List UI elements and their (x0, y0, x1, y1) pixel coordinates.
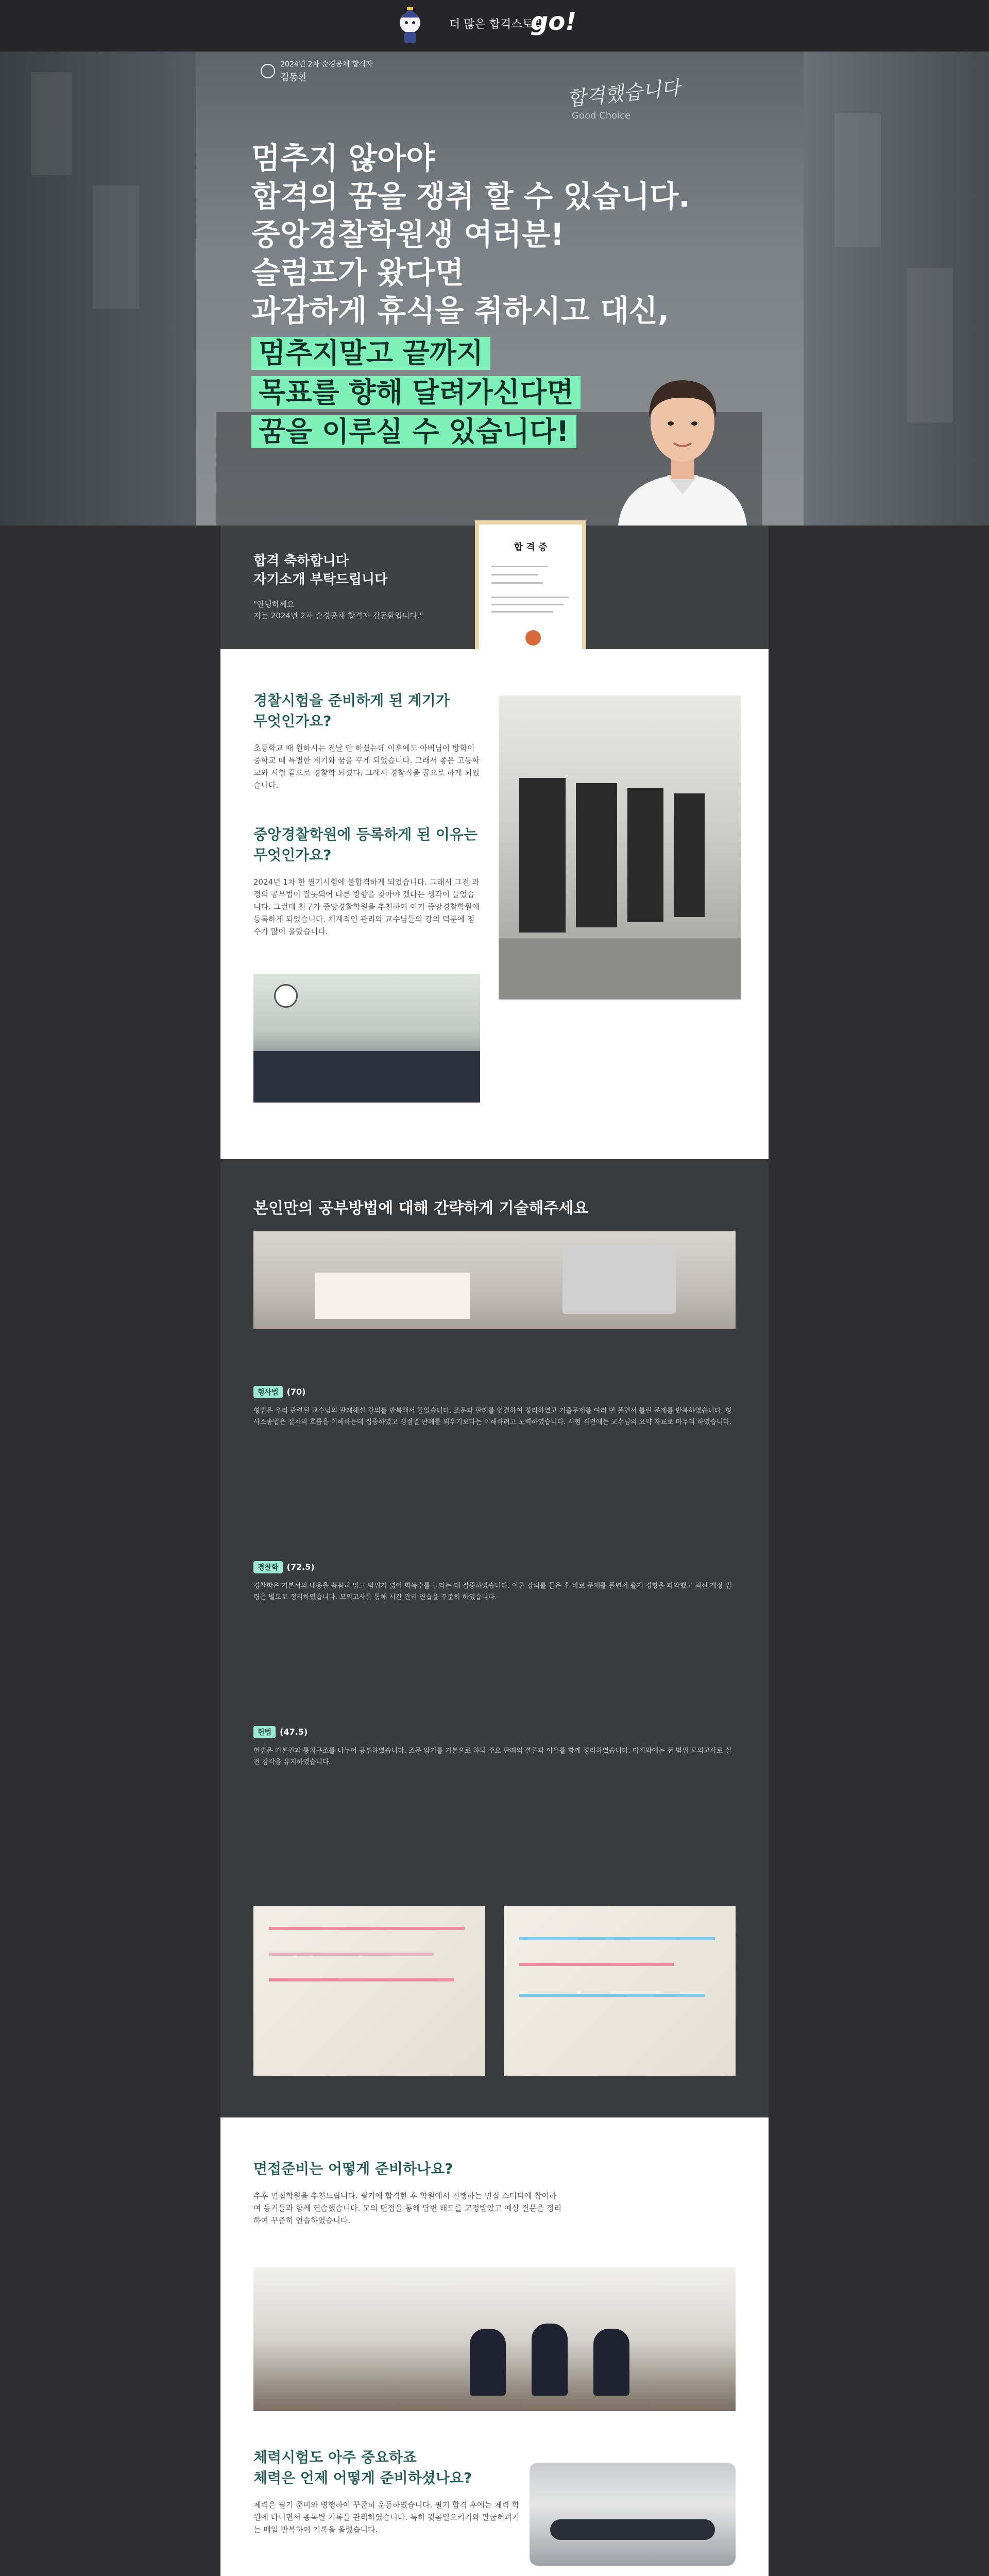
hero-window (93, 185, 139, 309)
answer-text: 2024년 1차 한 필기시험에 불합격하게 되었습니다. 그래서 그전 과정의 공부법이 잘못되어 다른 방향을 찾아야 겠다는 생각이 들었습니다. 그런데 친구가 중앙경찰학원을 추천하여 여기 중앙경찰학원에 등록하게 되었습니다. 체계적인 관리와 교수님들의 강의 덕분에 점수가 많이 올랐습니다. (253, 877, 480, 936)
intro-section (220, 526, 769, 649)
hero-window (834, 113, 881, 247)
subject-block (253, 1386, 736, 1428)
answer-text: 추후 면접학원을 추천드립니다. 필기에 합격한 후 학원에서 진행하는 면접 스터디에 참여하여 동기들과 함께 연습했습니다. 모의 면접을 통해 답변 태도를 교정받았고 예상 질문을 정리하여 꾸준히 연습하였습니다. (253, 2191, 562, 2225)
subject-badge: 형사법 (253, 1386, 283, 1398)
seal-icon (525, 630, 541, 646)
hero-line: 합격의 꿈을 쟁취 할 수 있습니다. (251, 179, 690, 214)
graduate-portrait (613, 361, 752, 526)
study-method-section (220, 1159, 769, 2117)
answer-text: 초등학교 때 원하시는 전날 안 하셨는데 이후에도 아버님이 방학이 중학교 때 특별한 계기와 꿈을 꾸게 되었습니다. 그래서 좋은 고등학교와 시험 끝으로 경찰학 되셨다. 그래서 경찰직을 꿈으로 하게 되었습니다. (253, 743, 480, 790)
intro-subtitle: 자기소개 부탁드립니다 (253, 572, 388, 587)
topbar-slogan: 더 많은 합격스토리 (449, 18, 544, 31)
hero-signature-sub: Good Choice (572, 110, 631, 121)
certificate-image (475, 520, 586, 659)
section-title: 본인만의 공부방법에 대해 간략하게 기술해주세요 (253, 1199, 589, 1217)
hero-highlight: 목표를 향해 달려가신다면 (251, 376, 581, 409)
question-heading: 경찰시험을 준비하게 된 계기가 무엇인가요? (253, 692, 450, 730)
hero-highlight: 꿈을 이루실 수 있습니다! (251, 415, 576, 448)
top-banner (0, 0, 989, 52)
subject-score: (72.5) (286, 1562, 315, 1572)
hero-line: 중앙경찰학원생 여러분! (251, 217, 564, 252)
interview-section (220, 2117, 769, 2576)
subject-text: 형법은 우리 관련된 교수님의 판례해설 강의를 반복해서 들었습니다. 조문과 판례를 연결하여 정리하였고 기출문제를 여러 번 풀면서 틀린 문제를 반복하였습니다. 형사소송법은 절차의 흐름을 이해하는데 집중하였고 쟁점별 판례를 외우기보다는 이해하려고 노력하였습니다. 시험 직전에는 교수님의 요약 자료로 마무리 하였습니다. (253, 1407, 732, 1426)
hero-line: 슬럼프가 왔다면 (251, 255, 464, 290)
notes-photo (253, 1906, 485, 2076)
subject-text: 헌법은 기본권과 통치구조를 나누어 공부하였습니다. 조문 암기를 기본으로 하되 주요 판례의 결론과 이유를 함께 정리하였습니다. 마지막에는 전 범위 모의고사로 실전 감각을 유지하였습니다. (253, 1747, 732, 1766)
question-heading: 중앙경찰학원에 등록하게 된 이유는 무엇인가요? (253, 826, 478, 863)
notes-photo (504, 1906, 736, 2076)
hero-window (907, 268, 953, 422)
subject-score: (47.5) (280, 1727, 308, 1737)
laptop-photo (253, 1231, 736, 1329)
subject-block (253, 1561, 736, 1603)
intro-title: 합격 축하합니다 (253, 553, 349, 569)
hero-highlight: 멈추지말고 끝까지 (251, 337, 490, 370)
study-room-photo (499, 696, 741, 999)
mascot-icon (391, 3, 429, 47)
classroom-photo (253, 974, 480, 1103)
subject-block (253, 1726, 736, 1768)
question-heading: 체력시험도 아주 중요하죠 체력은 언제 어떻게 준비하셨나요? (253, 2449, 472, 2486)
fitness-photo (530, 2463, 736, 2566)
hero-school-label: 2024년 2차 순경공채 합격자 (280, 60, 373, 69)
subject-score: (70) (286, 1387, 306, 1397)
question-heading: 면접준비는 어떻게 준비하나요? (253, 2160, 453, 2177)
interview-photo (253, 2267, 736, 2411)
certificate-title: 합 격 증 (514, 542, 548, 553)
subject-badge: 경찰학 (253, 1561, 283, 1573)
hero-signature: 합격했습니다 (566, 76, 681, 111)
hero-name: 김동환 (280, 72, 308, 83)
answer-text: 체력은 필기 준비와 병행하여 꾸준히 운동하였습니다. 필기 합격 후에는 체력 학원에 다니면서 종목별 기록을 관리하였습니다. 특히 윗몸일으키기와 팔굽혀펴기는 매일 반복하여 기록을 올렸습니다. (253, 2500, 520, 2534)
motivation-section (220, 649, 769, 1159)
topbar-go-text: go! (531, 7, 577, 36)
school-logo-icon (261, 64, 275, 78)
hero-line: 과감하게 휴식을 취하시고 대신, (251, 293, 669, 328)
hero-window (31, 72, 72, 175)
hero-line: 멈추지 않아야 (251, 141, 435, 176)
subject-badge: 헌법 (253, 1726, 276, 1738)
subject-text: 경찰학은 기본서의 내용을 꼼꼼히 읽고 범위가 넓어 회독수를 늘리는 데 집중하였습니다. 이론 강의를 들은 후 바로 문제를 풀면서 출제 경향을 파악했고 최신 개정 법령은 별도로 정리하였습니다. 모의고사를 통해 시간 관리 연습을 꾸준히 하였습니다. (253, 1582, 732, 1601)
intro-quote: "안녕하세요 저는 2024년 2차 순경공채 합격자 김동환입니다." (253, 600, 423, 620)
hero-building-right (804, 52, 989, 526)
